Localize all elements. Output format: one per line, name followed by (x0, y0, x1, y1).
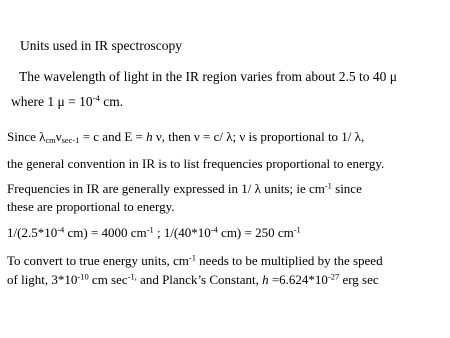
conversion-line-1-a: To convert to true energy units, cm (7, 253, 189, 268)
conversion-line-2-d: =6.624*10 (268, 272, 328, 287)
page-title: Units used in IR spectroscopy (20, 38, 182, 53)
relation-rest: ν, then ν = c/ λ; ν is proportional to 1/ λ, (152, 129, 365, 144)
conversion-e1: -10 (77, 271, 89, 282)
example-e1: -4 (57, 224, 65, 235)
conversion-e2: -1, (127, 271, 137, 282)
conversion-h: h (262, 272, 269, 287)
relation-sub-sec: sec-1 (61, 135, 80, 146)
conversion-line-1-b: needs to be multiplied by the speed (195, 253, 383, 268)
intro-line-2-prefix: where 1 μ = 10 (11, 94, 93, 109)
relation-sub-cm: cm (45, 135, 56, 146)
units-line-2: these are proportional to energy. (7, 199, 175, 214)
units-line-1 (7, 182, 362, 195)
intro-line-1: The wavelength of light in the IR region varies from about 2.5 to 40 μ (19, 69, 398, 84)
relation-line (7, 129, 365, 146)
convention-line: the general convention in IR is to list frequencies proportional to energy. (7, 156, 385, 171)
conversion-line-2 (7, 273, 379, 286)
relation-h: h (146, 129, 153, 144)
units-line-1-a: Frequencies in IR are generally expressed in 1/ λ units; ie cm (7, 181, 325, 196)
conversion-e3: -27 (327, 271, 340, 282)
relation-nu: ν (55, 129, 62, 144)
example-e4: -1 (293, 224, 301, 235)
example-e2: -1 (146, 224, 154, 235)
relation-since: Since λ (7, 129, 46, 144)
intro-exponent: -4 (92, 93, 100, 104)
example-e3: -4 (210, 224, 218, 235)
conversion-line-2-b: cm sec (88, 272, 128, 287)
units-exponent: -1 (324, 180, 332, 191)
conversion-line-2-c: and Planck’s Constant, (136, 272, 263, 287)
intro-line-2-suffix: cm. (99, 94, 124, 109)
intro-line-2 (11, 95, 123, 109)
conversion-line-2-f: erg sec (339, 272, 379, 287)
example-p4: cm) = 250 cm (217, 225, 294, 240)
units-line-1-b: since (331, 181, 362, 196)
relation-eq: = c and E = (79, 129, 147, 144)
example-p3: ; 1/(40*10 (153, 225, 211, 240)
example-line (7, 226, 301, 239)
example-p1: 1/(2.5*10 (7, 225, 58, 240)
conversion-line-2-a: of light, 3*10 (7, 272, 78, 287)
conversion-line-1 (7, 254, 383, 267)
example-p2: cm) = 4000 cm (64, 225, 147, 240)
conversion-exponent-1: -1 (188, 252, 196, 263)
